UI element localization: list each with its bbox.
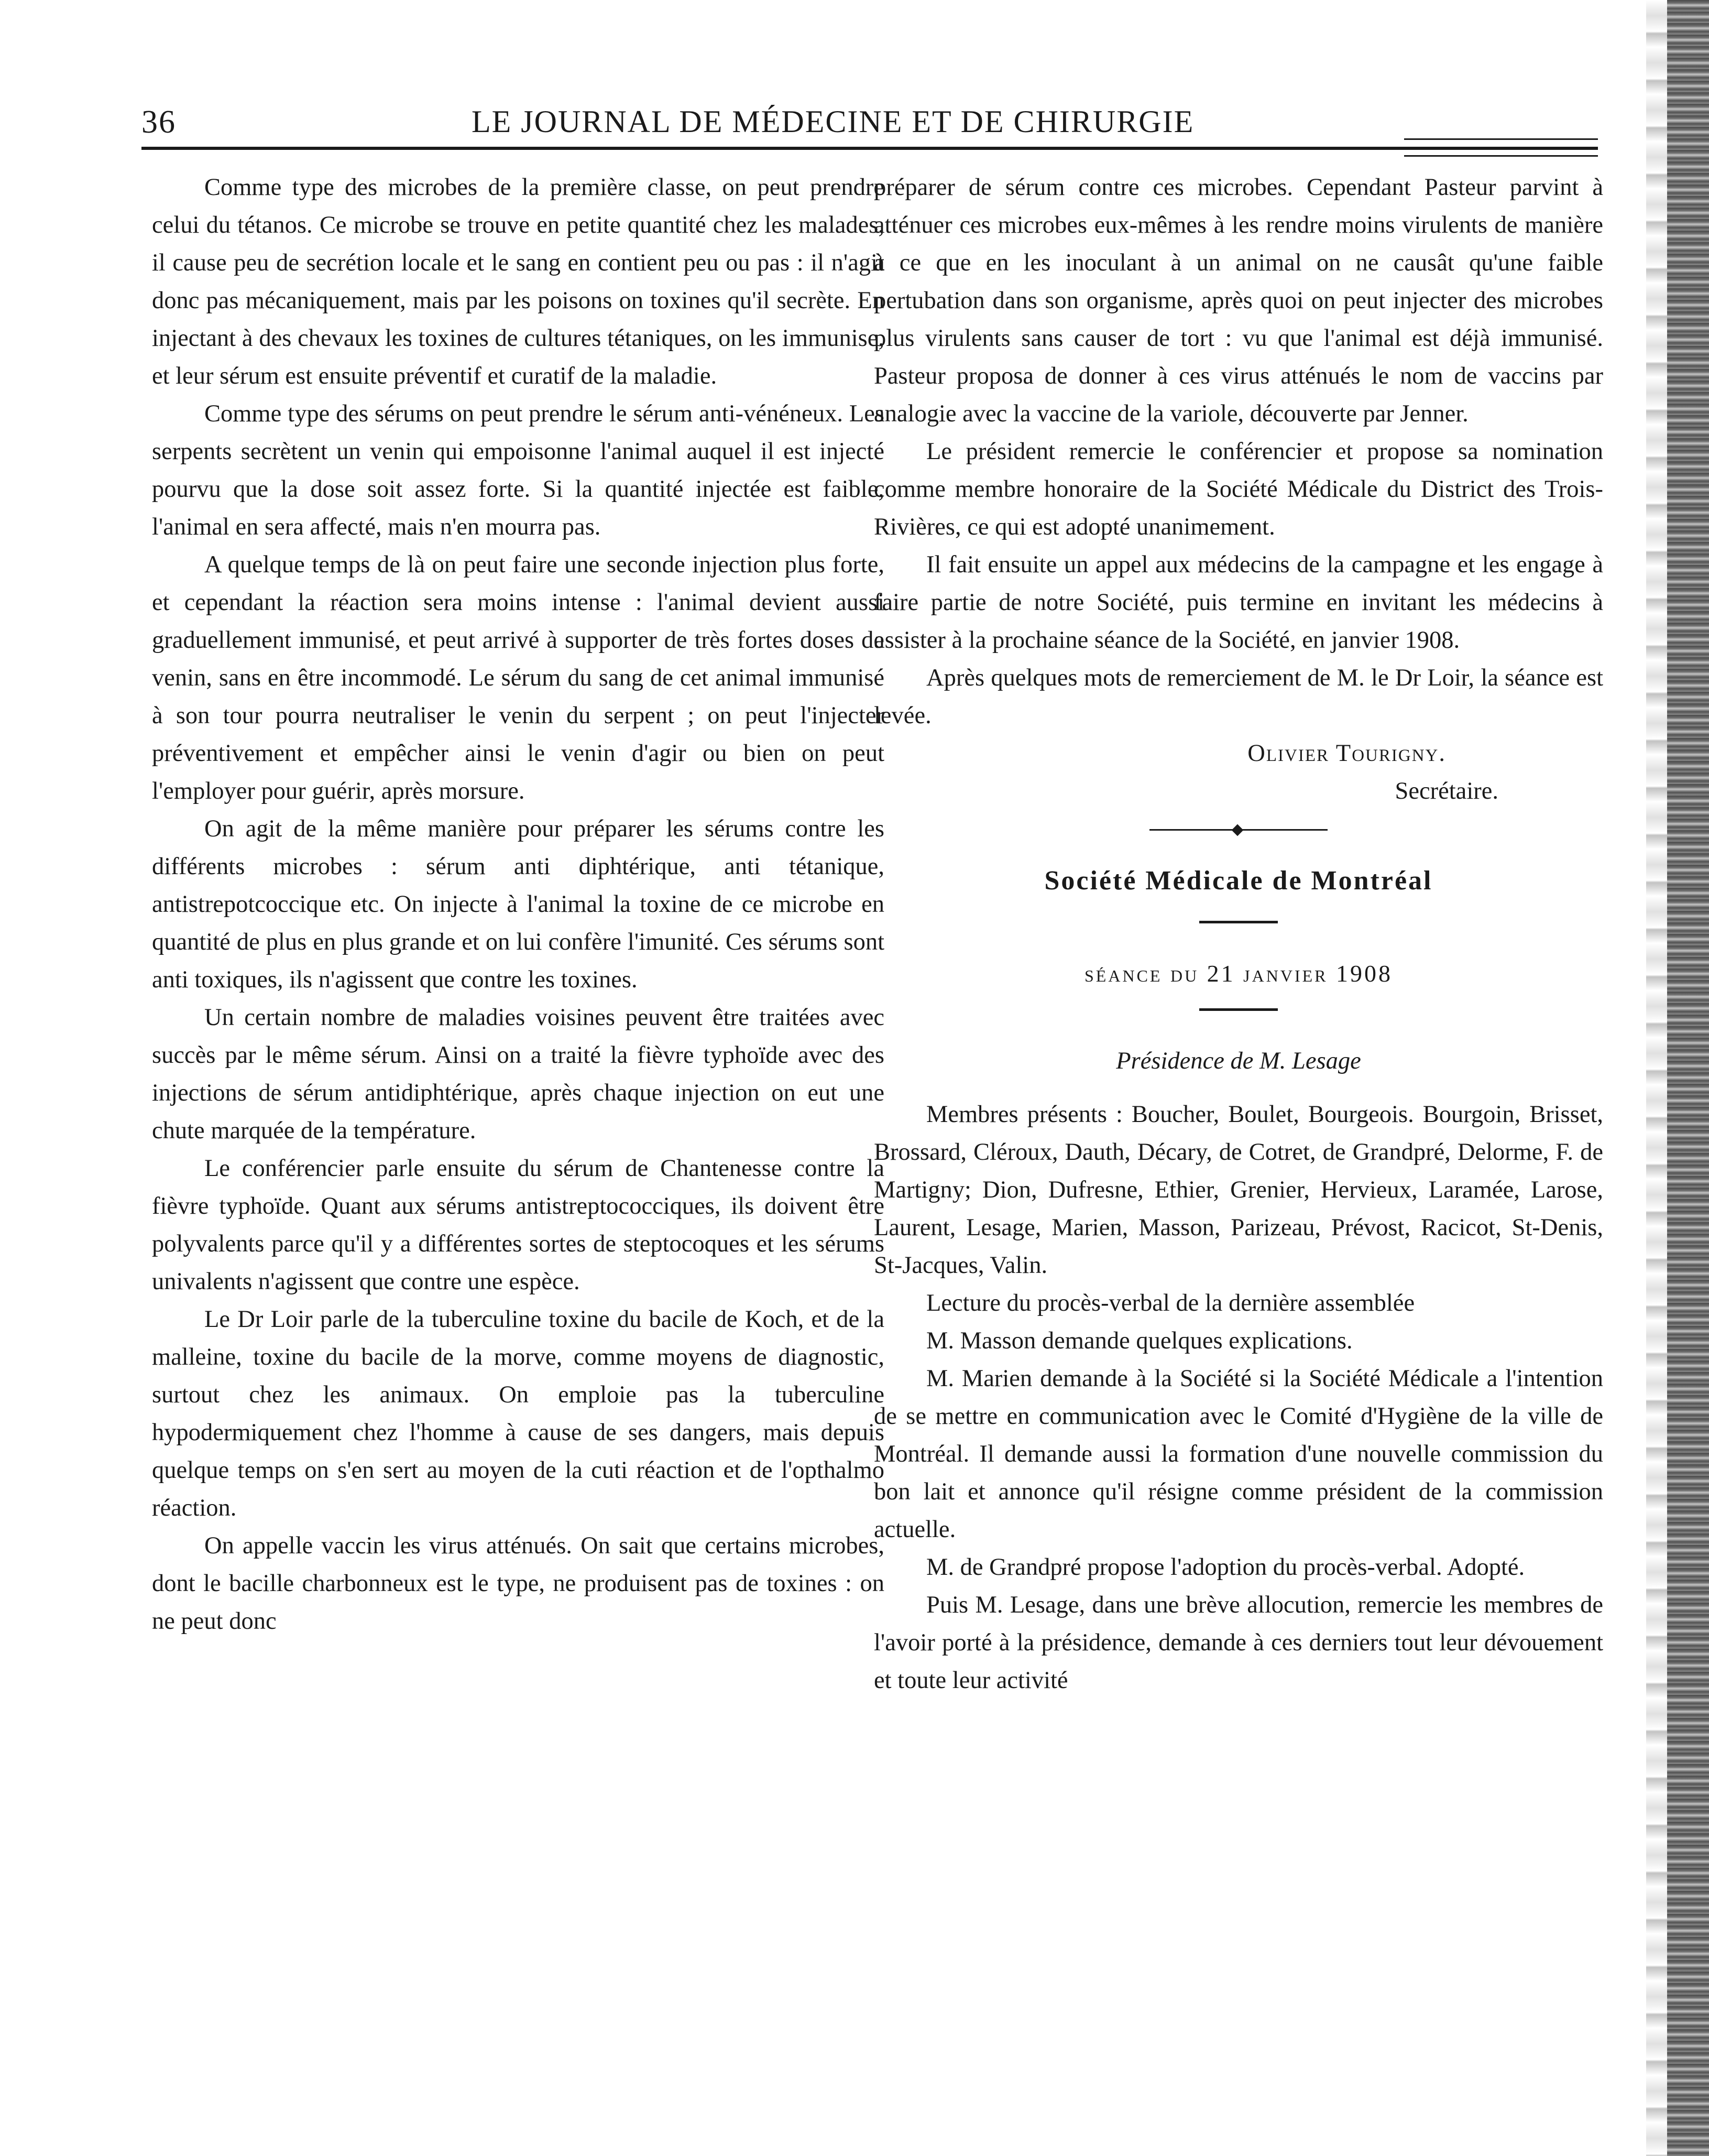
paragraph: M. Masson demande quelques explications. — [926, 1327, 1353, 1354]
paragraph: Comme type des microbes de la première classe, on peut prendre celui du tétanos. Ce microbe se trouve en petite quantité chez les malades, il cause peu de secrétion locale et le sang en contient peu ou pas : il n'agit donc pas mécaniquement, mais par les poisons on toxines qu'il secrète. En injectant à des chevaux les toxines de cultures tétaniques, on les immunise, et leur sérum est ensuite préventif et curatif de la maladie. — [152, 174, 884, 389]
paragraph: On agit de la même manière pour préparer les sérums contre les différents microbes : sérum anti diphtérique, anti tétanique, antistrepotcoccique etc. On injecte à l'animal la toxine de ce microbe en quantité de plus en plus grande et on lui confère l'imunité. Ces sérums sont anti toxiques, ils n'agissent que contre les toxines. — [152, 815, 884, 993]
running-title: LE JOURNAL DE MÉDECINE ET DE CHIRURGIE — [472, 104, 1195, 139]
paragraph-continuation: préparer de sérum contre ces microbes. Cependant Pasteur parvint à atténuer ces microbes eux-mêmes à les rendre moins virulents de manière à ce que en les inoculant à un animal on ne causât qu'une faible pertubation dans son organisme, après quoi on peut injecter des microbes plus virulents sans causer de tort : vu que l'animal est déjà immunisé. Pasteur proposa de donner à ces virus atténués le nom de vaccins par analogie avec la vaccine de la variole, découverte par Jenner. — [874, 174, 1603, 427]
seance-heading: séance du 21 janvier 1908 — [1084, 960, 1393, 987]
section-title: Société Médicale de Montréal — [1044, 866, 1433, 896]
header-rule-upper — [1404, 138, 1598, 140]
paragraph: Après quelques mots de remerciement de M. le Dr Loir, la séance est levée. — [874, 665, 1603, 729]
paragraph: M. de Grandpré propose l'adoption du procès-verbal. Adopté. — [926, 1554, 1525, 1581]
left-column — [152, 169, 884, 1640]
paragraph: A quelque temps de là on peut faire une seconde injection plus forte, et cependant la réaction sera moins intense : l'animal devient aussi graduellement immunisé, et peut arrivé à supporter de très fortes doses de venin, sans en être incommodé. Le sérum du sang de cet animal immunisé à son tour pourra neutraliser le venin du serpent ; on peut l'injecter préventivement et empêcher ainsi le venin d'agir ou bien on peut l'employer pour guérir, après morsure. — [152, 551, 884, 804]
paragraph: M. Marien demande à la Société si la Société Médicale a l'intention de se mettre en communication avec le Comité d'Hygiène de la ville de Montréal. Il demande aussi la formation d'une nouvelle commission du bon lait et annonce qu'il résigne comme président de la commission actuelle. — [874, 1365, 1603, 1543]
signature-name: Olivier Tourigny. — [1247, 740, 1446, 767]
page-header — [141, 104, 1598, 151]
paragraph: Comme type des sérums on peut prendre le sérum anti-vénéneux. Les serpents secrètent un venin qui empoisonne l'animal auquel il est injecté pourvu que la dose soit assez forte. Si la quantité injectée est faible, l'animal en sera affecté, mais n'en mourra pas. — [152, 400, 884, 540]
header-rule-lower — [1404, 155, 1598, 157]
paragraph: Lecture du procès-verbal de la dernière assemblée — [926, 1290, 1415, 1316]
paragraph: Le Dr Loir parle de la tuberculine toxine du bacile de Koch, et de la malleine, toxine du bacile de la morve, comme moyens de diagnostic, surtout chez les animaux. On emploie pas la tuberculine hypodermiquement chez l'homme à cause de ses dangers, mais depuis quelque temps on s'en sert au moyen de la cuti réaction et de l'opthalmo réaction. — [152, 1306, 884, 1521]
paragraph: Membres présents : Boucher, Boulet, Bourgeois. Bourgoin, Brisset, Brossard, Cléroux, Dauth, Décary, de Cotret, de Grandpré, Delorme, F. de Martigny; Dion, Dufresne, Ethier, Grenier, Hervieux, Laramée, Larose, Laurent, Lesage, Marien, Masson, Parizeau, Prévost, Racicot, St-Denis, St-Jacques, Valin. — [874, 1101, 1603, 1279]
paragraph: Un certain nombre de maladies voisines peuvent être traitées avec succès par le même sérum. Ainsi on a traité la fièvre typhoïde avec des injections de sérum antidiphtérique, après chaque injection on eut une chute marquée de la température. — [152, 1004, 884, 1144]
paragraph: Puis M. Lesage, dans une brève allocution, remercie les membres de l'avoir porté à la présidence, demande à ces derniers tout leur dévouement et toute leur activité — [874, 1592, 1603, 1694]
right-column — [874, 169, 1603, 1700]
scan-edge-shadow — [1646, 0, 1667, 2156]
page-number: 36 — [141, 104, 176, 140]
title-rule — [1199, 921, 1278, 923]
scan-edge-binding — [1667, 0, 1709, 2156]
header-rule — [141, 147, 1598, 150]
presidence-line: Présidence de M. Lesage — [1116, 1048, 1361, 1074]
paragraph: Il fait ensuite un appel aux médecins de la campagne et les engage à faire partie de notre Société, puis termine en invitant les médecins à assister à la prochaine séance de la Société, en janvier 1908. — [874, 551, 1603, 654]
paragraph: On appelle vaccin les virus atténués. On sait que certains microbes, dont le bacille charbonneux est le type, ne produisent pas de toxines : on ne peut donc — [152, 1532, 884, 1635]
paragraph: Le conférencier parle ensuite du sérum de Chantenesse contre la fièvre typhoïde. Quant aux sérums antistreptococciques, ils doivent être polyvalents parce qu'il y a différentes sortes de steptocoques et les sérums univalents n'agissent que contre une espèce. — [152, 1155, 884, 1295]
signature-role: Secrétaire. — [1395, 778, 1498, 804]
paragraph: Le président remercie le conférencier et propose sa nomination comme membre honoraire de la Société Médicale du District des Trois-Rivières, ce qui est adopté unanimement. — [874, 438, 1603, 540]
seance-rule — [1199, 1008, 1278, 1011]
section-ornament — [1149, 829, 1328, 831]
